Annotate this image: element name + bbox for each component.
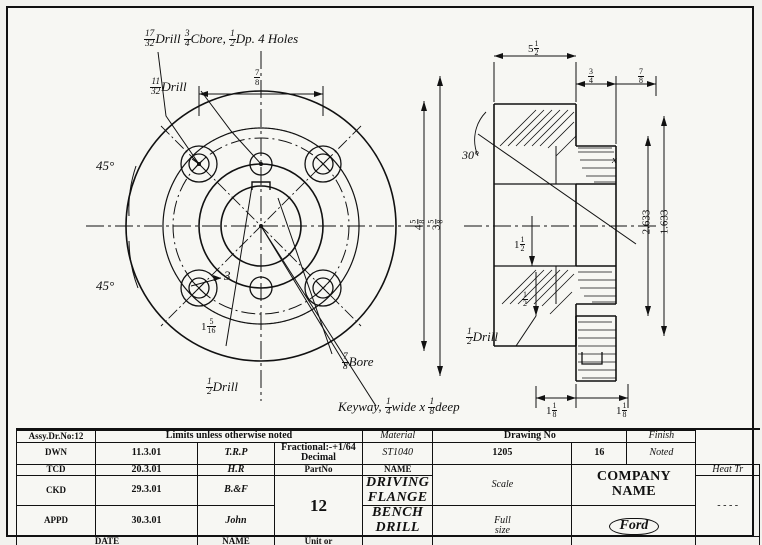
assembly-name-spacer <box>363 536 433 545</box>
section-hatch-lower <box>502 270 616 314</box>
scale-value-line1: Full <box>494 514 511 526</box>
table-row <box>17 442 760 464</box>
title-block-table <box>16 430 760 545</box>
annotation-bore-note: $\frac{7}{8}$ Bore <box>343 352 374 373</box>
row-code-dwn: DWN <box>17 442 96 464</box>
angle-arc-bottom <box>129 241 138 288</box>
annotation-angle-top: 45° <box>96 158 115 173</box>
table-row <box>17 464 760 476</box>
section-hatch-upper-2 <box>578 152 616 182</box>
scale-value-cell <box>433 506 572 545</box>
drawing-no-value-cell: 1205 <box>433 442 572 464</box>
row-date-dwn: 11.3.01 <box>96 442 198 464</box>
annotation-right-vert-2-633: 2.633 <box>640 209 653 235</box>
material-label-cell: Material <box>363 431 433 443</box>
ford-logo-text: Ford <box>619 517 649 533</box>
table-row <box>17 431 760 443</box>
annotation-right-vert-1-633: 1.633 <box>658 209 671 235</box>
date-label-cell: DATE <box>17 536 198 545</box>
title-block <box>16 428 760 543</box>
annotation-dim-7-8: $\frac{7}{8}$ <box>255 67 260 87</box>
scale-label-cell: Scale <box>433 464 572 506</box>
drawing-area <box>16 16 760 426</box>
name-label-cell: NAME <box>198 536 275 545</box>
annotation-dim-3: 3 <box>224 268 231 283</box>
partno-label-cell: PartNo <box>274 464 362 476</box>
row-initials-ckd: B.&F <box>198 476 275 506</box>
annotation-dim-1-1-2: 1 $\frac{1}{2}$ <box>514 235 525 253</box>
annotation-half-drill-right: $\frac{1}{2}$ Drill <box>467 327 498 348</box>
row-date-ckd: 29.3.01 <box>96 476 198 506</box>
angle-arc-top <box>129 166 136 216</box>
heat-label-cell: Heat Tr <box>696 464 760 476</box>
fractional-note-cell: Fractional:-+1/64 Decimal <box>274 442 362 464</box>
company-logo-cell <box>572 506 696 545</box>
row-initials-appd: John <box>198 506 275 536</box>
annotation-angle-bottom: 45° <box>96 278 115 293</box>
sheet-border <box>6 6 754 545</box>
scale-value-line2: size <box>494 525 510 537</box>
annotation-dim-1-2: $\frac{1}{2}$ <box>523 290 527 308</box>
row-date-tcd: 20.3.01 <box>96 464 198 476</box>
annotation-keyway-note: Keyway, $\frac{1}{4}$ wide x $\frac{1}{8}$ deep <box>338 397 460 418</box>
annotation-right-dia-1: 5 $\frac{1}{2}$ <box>528 39 539 57</box>
row-initials-tcd: H.R <box>198 464 275 476</box>
taper-30-line <box>475 112 636 244</box>
section-outline <box>494 104 616 381</box>
annotation-right-dia-3: $\frac{7}{8}$ <box>639 67 643 85</box>
annotation-top-note: $\frac{17}{32}$ Drill $\frac{3}{4}$ Cbore, $\frac{1}{2}$ Dp. 4 Holes <box>145 29 299 50</box>
company-name-cell: COMPANY NAME <box>572 464 696 506</box>
dim-section-top <box>494 53 656 144</box>
assy-dr-no-cell: Assy.Dr.No:12 <box>17 431 96 443</box>
annotation-left-dia-a: 4 5 8 <box>408 219 427 231</box>
annotation-right-tick-x: x <box>612 154 617 166</box>
finish-label-cell: Finish <box>627 431 696 443</box>
annotation-right-dia-2: $\frac{3}{4}$ <box>589 67 593 85</box>
drawing-no-label-cell: Drawing No <box>433 431 627 443</box>
row-code-tcd: TCD <box>17 464 96 476</box>
annotation-angle-30: 30° <box>462 148 479 162</box>
section-hatch-plate <box>578 322 616 378</box>
part-name-cell: DRIVING FLANGE <box>363 476 433 506</box>
annotation-left-dia-b: 3 5 8 <box>426 219 445 231</box>
unit-or-label-cell: Unit or <box>274 536 362 545</box>
assembly-name-cell: BENCH DRILL <box>363 506 433 536</box>
row-code-ckd: CKD <box>17 476 96 506</box>
annotation-dia-1-1-8-a: 1 $\frac{1}{8}$ <box>546 401 557 419</box>
limits-note-cell: Limits unless otherwise noted <box>96 431 363 443</box>
finish-value-cell: Noted <box>627 442 696 464</box>
leader-half-drill-section <box>516 316 536 346</box>
row-date-appd: 30.3.01 <box>96 506 198 536</box>
heat-value-cell: - - - - <box>696 476 760 537</box>
section-internal-lines <box>494 146 576 304</box>
annotation-small-drill: $\frac{11}{32}$ Drill <box>151 77 187 98</box>
name-header-cell: NAME <box>363 464 433 476</box>
row-initials-dwn: T.R.P <box>198 442 275 464</box>
drawing-no-sheet-cell: 16 <box>572 442 627 464</box>
material-value-cell: ST1040 <box>363 442 433 464</box>
row-code-appd: APPD <box>17 506 96 536</box>
annotation-dim-1-5-16: 1 $\frac{5}{16}$ <box>201 317 216 335</box>
part-number-cell: 12 <box>274 476 362 537</box>
heat-value-spacer <box>696 536 760 545</box>
table-row <box>17 506 760 536</box>
annotation-half-drill: $\frac{1}{2}$ Drill <box>207 377 238 398</box>
annotation-dia-1-1-8-b: 1 $\frac{1}{8}$ <box>616 401 627 419</box>
